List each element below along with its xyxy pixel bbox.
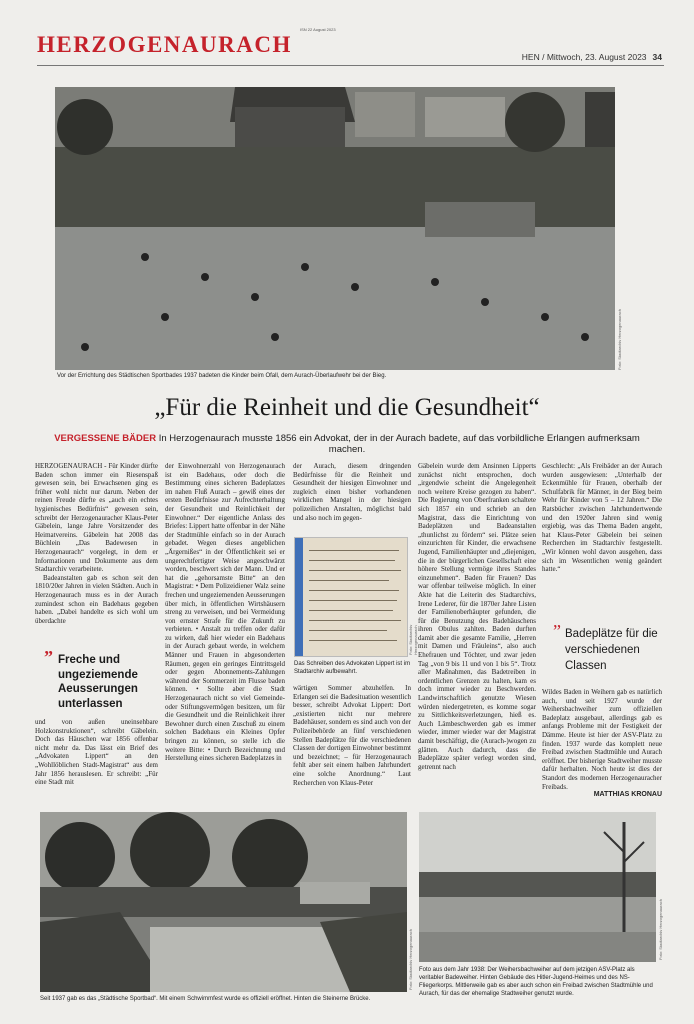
top-photo-credit: Foto: Stadtarchiv Herzogenaurach xyxy=(617,309,622,370)
column-5-bottom xyxy=(542,688,662,800)
pull-quote xyxy=(44,647,158,711)
bottom-right-photo xyxy=(419,812,656,962)
top-photo-caption: Vor der Errichtung des Städtischen Sportbades 1937 badeten die Kinder beim Ofall, dem Aurach-Überlaufwehr bei der Bieg. xyxy=(57,373,387,379)
column-5-para-1: Geschlecht: „Als Freibäder an der Aurach wurden ausgewiesen: „Unterhalb der Eckenmühle für Frauen, oberhalb der Schulfabrik für Männer, in der Bieg beim Wehr für Kinder von 5 – 12 Jahren.“ Die Ratsbücher zwischen Jahrhundertwende und den 1920er Jahren sind wenig ergiebig, was das Thema Baden angeht, hat Klaus-Peter Gäbelein bei seinen Recherchen im Stadtarchiv festgestellt. „Wir können wohl davon ausgehen, dass sich im Wesentlichen wenig geändert hatte.“ xyxy=(542,462,662,574)
bottom-left-photo-image xyxy=(40,812,407,992)
page-number: 34 xyxy=(652,52,662,62)
bottom-left-caption: Seit 1937 gab es das „Städtische Sportbad“. Mit einem Schwimmfest wurde es offiziell eröffnet. Hinten die Steinerne Brücke. xyxy=(40,996,371,1002)
column-1-para-1: HERZOGENAURACH - Für Kinder dürfte Baden schon immer ein Riesenspaß gewesen sein, bei Erwachsenen ging es früher wohl nicht nur darum. Neben der reinen Freude dürfte es „auch ein echtes hygienisches Bedürfnis“ gewesen sein, schreibt der Herzogenauracher Klaus-Peter Gäbelein, lange Jahre Vorsitzender des Heimatvereins. Gäbelein hat 2008 das Büchlein „Das Badewesen in Herzogenaurach“ vorgelegt, in dem er Informationen und Dokumente aus dem Stadtarchiv verarbeitete. xyxy=(35,462,158,574)
column-3-para-1: der Aurach, diesem dringenden Bedürfnisse für die Reinheit und Gesundheit der hiesigen Einwohner und zugleich einen bisher vorhandenen wirklichen Mangel in der hiesigen polizeilichen Anstalten, möglichst bald und also noch im gegen- xyxy=(293,462,411,522)
author-byline: MATTHIAS KRONAU xyxy=(593,791,662,799)
column-5-top xyxy=(542,462,662,574)
header-rule xyxy=(37,65,664,66)
print-stamp: ISN 22 August 2023 xyxy=(300,27,336,32)
column-3-top xyxy=(293,462,411,522)
article-headline: „Für die Reinheit und die Gesundheit“ xyxy=(154,394,540,421)
bottom-right-credit: Foto: Stadtarchiv Herzogenaurach xyxy=(658,899,663,960)
column-1-para-2: Badeanstalten gab es schon seit den 1810/20er Jahren in vielen Städten. Auch in Herzogenaurach muss es in der Aurach zumindest schon ein Badehaus gegeben haben. „Dabei handelte es sich wohl um überdachte xyxy=(35,573,158,625)
top-photo xyxy=(55,87,615,370)
bottom-right-photo-image xyxy=(419,812,656,962)
bottom-right-caption: Foto aus dem Jahr 1938: Der Weihersbachweiher auf dem jetzigen ASV-Platz als veritabler Badeweiher. Hinten Gebäude des Hitler-Jugend-Heimes und des NS-Fliegerkorps. Mittlerweile gab es aber auch schon ein Freibad zwischen Stadtmühle und Aurach, für das der ehemalige Stadtweiher genutzt wurde. xyxy=(419,967,653,997)
column-1-bottom xyxy=(35,718,158,787)
column-4-text: Gäbelein wurde dem Ansinnen Lipperts zunächst nicht entsprochen, doch „irgendwie scheint die Angelegenheit noch weitere Kreise gezogen zu haben“. Die Regierung von Oberfranken schaltete sich 1857 ein und schrieb an den Magistrat, dass die Einrichtung von Badeplätzen und Badeanstalten „thunlichst zu fördern“ sei. Plätze seien einzurichten für Kinder, die erwachsene Jugend, Familienhäupter und „diejenigen, die in der bürgerlichen Gesellschaft eine höhere Stellung vermöge ihres Standes einzunehmen“. Baden für Frauen? Das war offenbar teilweise möglich. In einer Akte hat die Leiterin des Stadtarchivs, Irene Lederer, für die 1870er Jahre Listen der Familienoberhäupter gefunden, die für die Benutzung des Badehäuschens ihren Obulus zahlten. Baden durften damit aber die gesamte Familie, „Herren mit Damen und Fräuleins“, also auch Ehefrauen und Töchter, und zwar jeden Tag „von 9 bis 11 und von 1 bis 5“. Trotz aller Maßnahmen, das Badetreiben in ordentlichen Grenzen zu halten, kam es doch immer wieder zu Beschwerden. Landwirtschaftlich genutzte Wiesen würden niedergetreten, es komme sogar zu Sittlichkeitsverletzungen, hieß es. Auch Lämbeschwerden gab es immer wieder, immer wieder war der Magistrat damit beschäftigt, die (Aurach-)wogen zu glätten. Auch dadurch, dass die Badeplätze später verlegt worden sind, getrennt nach xyxy=(418,462,536,771)
column-3-bottom xyxy=(293,684,411,787)
sidebar-quote-mark-icon: ” xyxy=(553,621,561,641)
section-title: HERZOGENAURACH xyxy=(37,32,292,57)
bottom-left-credit: Foto: Stadtarchiv Herzogenaurach xyxy=(408,929,413,990)
quote-mark-icon: ” xyxy=(44,647,53,667)
letter-folder-edge xyxy=(295,538,303,656)
article-kicker: VERGESSENE BÄDER xyxy=(54,433,157,444)
column-2-text: der Einwohnerzahl von Herzogenaurach ist ein Badehaus, oder doch die Bestimmung eines sicheren Badeplatzes im nahen Fluß Aurach – gewiß eines der ersten Bedürfnisse zur Aufrechterhaltung der Gesundheit und Reinlichkeit der Einwohner.“ Der eigentliche Anlass des Briefes: Lippert hatte offenbar in der Nähe der Stadtmühle einfach so in der Aurach gebadet. Wegen dieses angeblichen „Ärgernißes“ in der Öffentlichkeit sei er ungerechtfertigter Weise angeschwärzt worden, beschwert sich der Mann. Und er hat die „gehorsamste Bitte“ an den Magistrat: • Dem Polizeidiener Walz seine frechen und ungeziemenden Aeusserungen über mich, in öffentlichen Wirtshäusern streng zu verweisen, und bei Vermeidung von ernster Strafe für die Zukunft zu verbieten. • Anstalt zu treffen oder dafür zu wirken, daß hier wieder ein Badehaus in der Aurach gebaut werde, in welchem Männer und Frauen in abgesonderten Räumen, gegen ein geringes Eintrittsgeld oder gegen Abonnements-Zahlungen während der Sommerzeit im Flusse baden können. • Sollte aber die Stadt Herzogenaurach nicht so viel Gemeinde- oder Stiftungsvermögen besitzen, um für die Gesundheit und die Reinlichkeit ihrer Bewohner durch einen Zuschuß zu einem solchen Badehaus ein Kleines Opfer bringen zu können, so stelle ich die weitere Bitte: • Durch Bezeichnung und Herstellung eines sicheren Badeplatzes in xyxy=(165,462,285,763)
top-photo-image xyxy=(55,87,615,370)
bottom-left-photo xyxy=(40,812,407,992)
column-5-para-2: Wildes Baden in Weihern gab es natürlich auch, und seit 1927 wurde der Weihersbachweiher zum offiziellen Badeplatz ausgebaut, allerdings gab es anfangs Probleme mit der Festigkeit der Dämme. Heute ist hier der ASV-Platz zu finden. 1937 wurde das komplett neue Freibad zwischen Stadtmühle und Aurach eröffnet. Der bisherige Stadtweiher musste dafür herhalten. Noch heute ist dies der Standort des modernen Herzogenauracher Freibads. xyxy=(542,688,662,791)
issue-date: HEN / Mittwoch, 23. August 2023 xyxy=(521,52,647,62)
column-2 xyxy=(165,462,285,763)
letter-credit: Foto: Stadtarchiv Herzogenaurach xyxy=(408,624,418,655)
sidebar-heading xyxy=(553,621,660,674)
pull-quote-text: Freche und ungeziemende Aeusserungen unterlassen xyxy=(58,654,138,710)
letter-caption: Das Schreiben des Advokaten Lippert ist im Stadtarchiv aufbewahrt. xyxy=(294,661,411,675)
article-deck-text: In Herzogenaurach musste 1856 ein Advokat, der in der Aurach badete, auf das vorbildliche Erlangen aufmerksam machen. xyxy=(158,433,640,455)
sidebar-heading-text: Badeplätze für die verschiedenen Classen xyxy=(565,628,658,672)
letter-image xyxy=(294,537,408,657)
column-4 xyxy=(418,462,536,771)
issue-line xyxy=(522,52,662,62)
column-1-top xyxy=(35,462,158,625)
article-deck xyxy=(40,433,654,455)
column-1-para-3: und von außen uneinsehbare Holzkonstruktionen“, schreibt Gäbelein. Doch das Häuschen war 1856 offenbar nicht mehr da. Das lässt ein Brief des „Advokaten Lippert“ an den „Wohllöblichen Stadt-Magistrat“ aus dem Jahr 1856 herauslesen. Er schreibt: „Für eine Stadt mit xyxy=(35,718,158,787)
column-3-para-2: wärtigen Sommer abzuhelfen. In Erlangen sei die Badesituation wesentlich besser, schreibt Advokat Lippert: Dort „existierten nicht nur mehrere Badehäuser, sondern es sind auch von der Polizeibehörde an fünf verschiedenen Stellen Badeplätze für die verschiedenen Classen der dortigen Einwohner bestimmt und bezeichnet; – für Herzogenaurach fehlt aber seit einem halben Jahrhundert eine solche Anordnung.“ Laut Recherchen von Klaus-Peter xyxy=(293,684,411,787)
